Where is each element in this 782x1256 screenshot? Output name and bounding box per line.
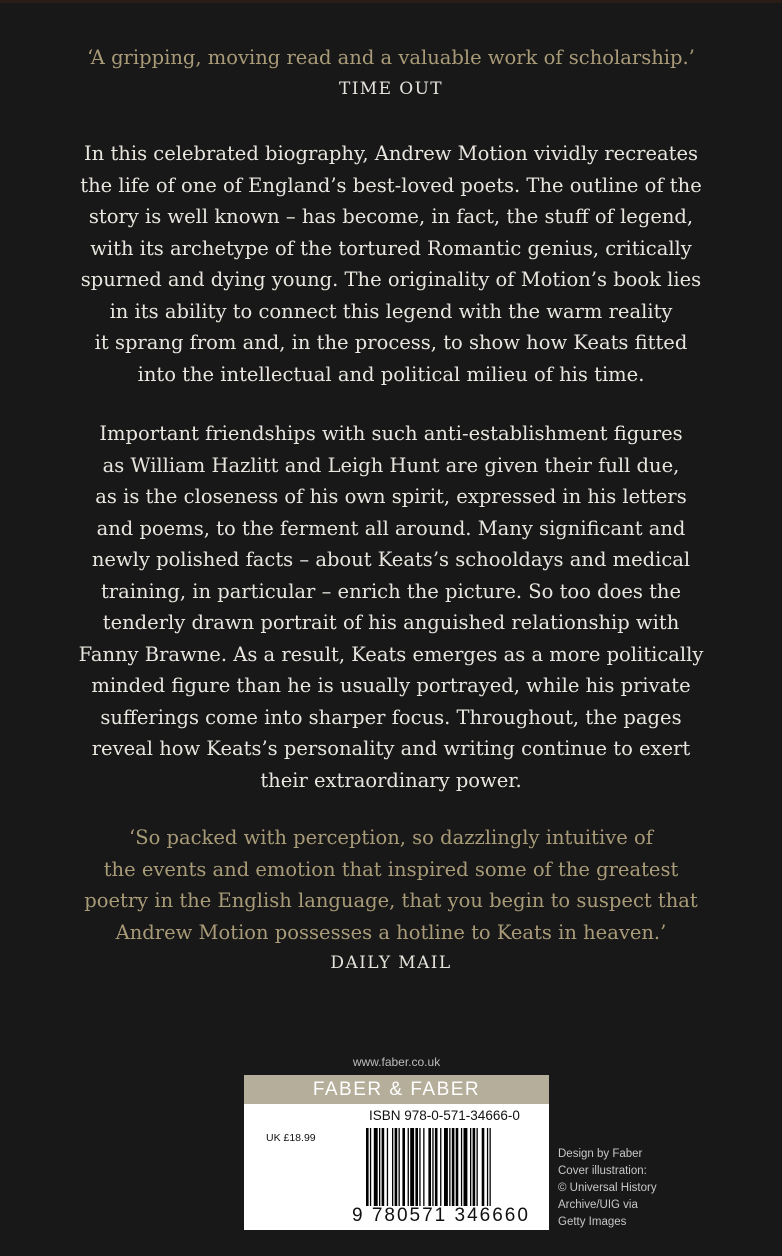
paragraph-line: into the intellectual and political milieu of his time. — [137, 362, 645, 386]
paragraph-line: Fanny Brawne. As a result, Keats emerges as a more politically — [78, 642, 704, 666]
paragraph-line: reveal how Keats’s personality and writing continue to exert — [91, 737, 691, 760]
paragraph-line: in its ability to connect this legend with the warm reality — [109, 299, 673, 323]
paragraph-line: and poems, to the ferment all around. Many significant and — [96, 516, 686, 540]
paragraph-line: story is well known – has become, in fact, the stuff of legend, — [88, 205, 694, 228]
barcode-icon — [366, 1128, 536, 1206]
paragraph-line: as is the closeness of his own spirit, expressed in his letters — [95, 485, 687, 508]
paragraph-line: training, in particular – enrich the picture. So too does the — [100, 579, 682, 603]
paragraph-line: sufferings come into sharper focus. Throughout, the pages — [100, 705, 682, 729]
credit-line: © Universal History — [558, 1182, 657, 1194]
quote-time-out — [60, 42, 722, 102]
credit-line: Design by Faber — [558, 1148, 643, 1160]
paragraph-line: the life of one of England’s best-loved poets. The outline of the — [80, 173, 702, 197]
paragraph-line: their extraordinary power. — [260, 768, 522, 792]
paragraph-line: as William Hazlitt and Leigh Hunt are given their full due, — [102, 453, 680, 477]
cover-credits — [558, 1146, 708, 1231]
paragraph-line: it sprang from and, in the process, to show how Keats fitted — [94, 331, 688, 354]
publisher-website: www.faber.co.uk — [352, 1055, 441, 1069]
quote-line: the events and emotion that inspired some of the greatest — [103, 857, 679, 881]
paragraph-line: minded figure than he is usually portrayed, while his private — [91, 674, 691, 697]
barcode-panel — [244, 1075, 549, 1230]
quote-source: TIME OUT — [338, 78, 444, 99]
paragraph-line: tenderly drawn portrait of his anguished relationship with — [102, 611, 680, 634]
paragraph-line: newly polished facts – about Keats’s schooldays and medical — [91, 548, 691, 571]
quote-line: ‘So packed with perception, so dazzlingly intuitive of — [129, 826, 653, 849]
description-paragraph-2 — [60, 418, 722, 796]
paragraph-line: spurned and dying young. The originality of Motion’s book lies — [80, 268, 702, 291]
paragraph-line: Important friendships with such anti-establishment figures — [99, 422, 683, 445]
quote-daily-mail — [60, 822, 722, 976]
barcode-digits: 9 780571 346660 — [352, 1205, 530, 1226]
quote-line: poetry in the English language, that you begin to suspect that — [84, 889, 698, 912]
credit-line: Getty Images — [558, 1216, 627, 1228]
credit-line: Archive/UIG via — [558, 1199, 638, 1211]
credit-line: Cover illustration: — [558, 1165, 647, 1177]
quote-text: ‘A gripping, moving read and a valuable work of scholarship.’ — [87, 46, 695, 69]
price-label: UK £18.99 — [266, 1132, 316, 1144]
description-paragraph-1 — [60, 138, 722, 390]
publisher-logo: FABER & FABER — [244, 1075, 549, 1104]
quote-line: Andrew Motion possesses a hotline to Keats in heaven.’ — [115, 920, 667, 944]
isbn-label: ISBN 978-0-571-34666-0 — [369, 1108, 520, 1123]
cover-top-edge — [0, 0, 782, 3]
paragraph-line: In this celebrated biography, Andrew Motion vividly recreates — [83, 142, 699, 165]
quote-source: DAILY MAIL — [330, 953, 452, 973]
paragraph-line: with its archetype of the tortured Romantic genius, critically — [90, 236, 692, 260]
